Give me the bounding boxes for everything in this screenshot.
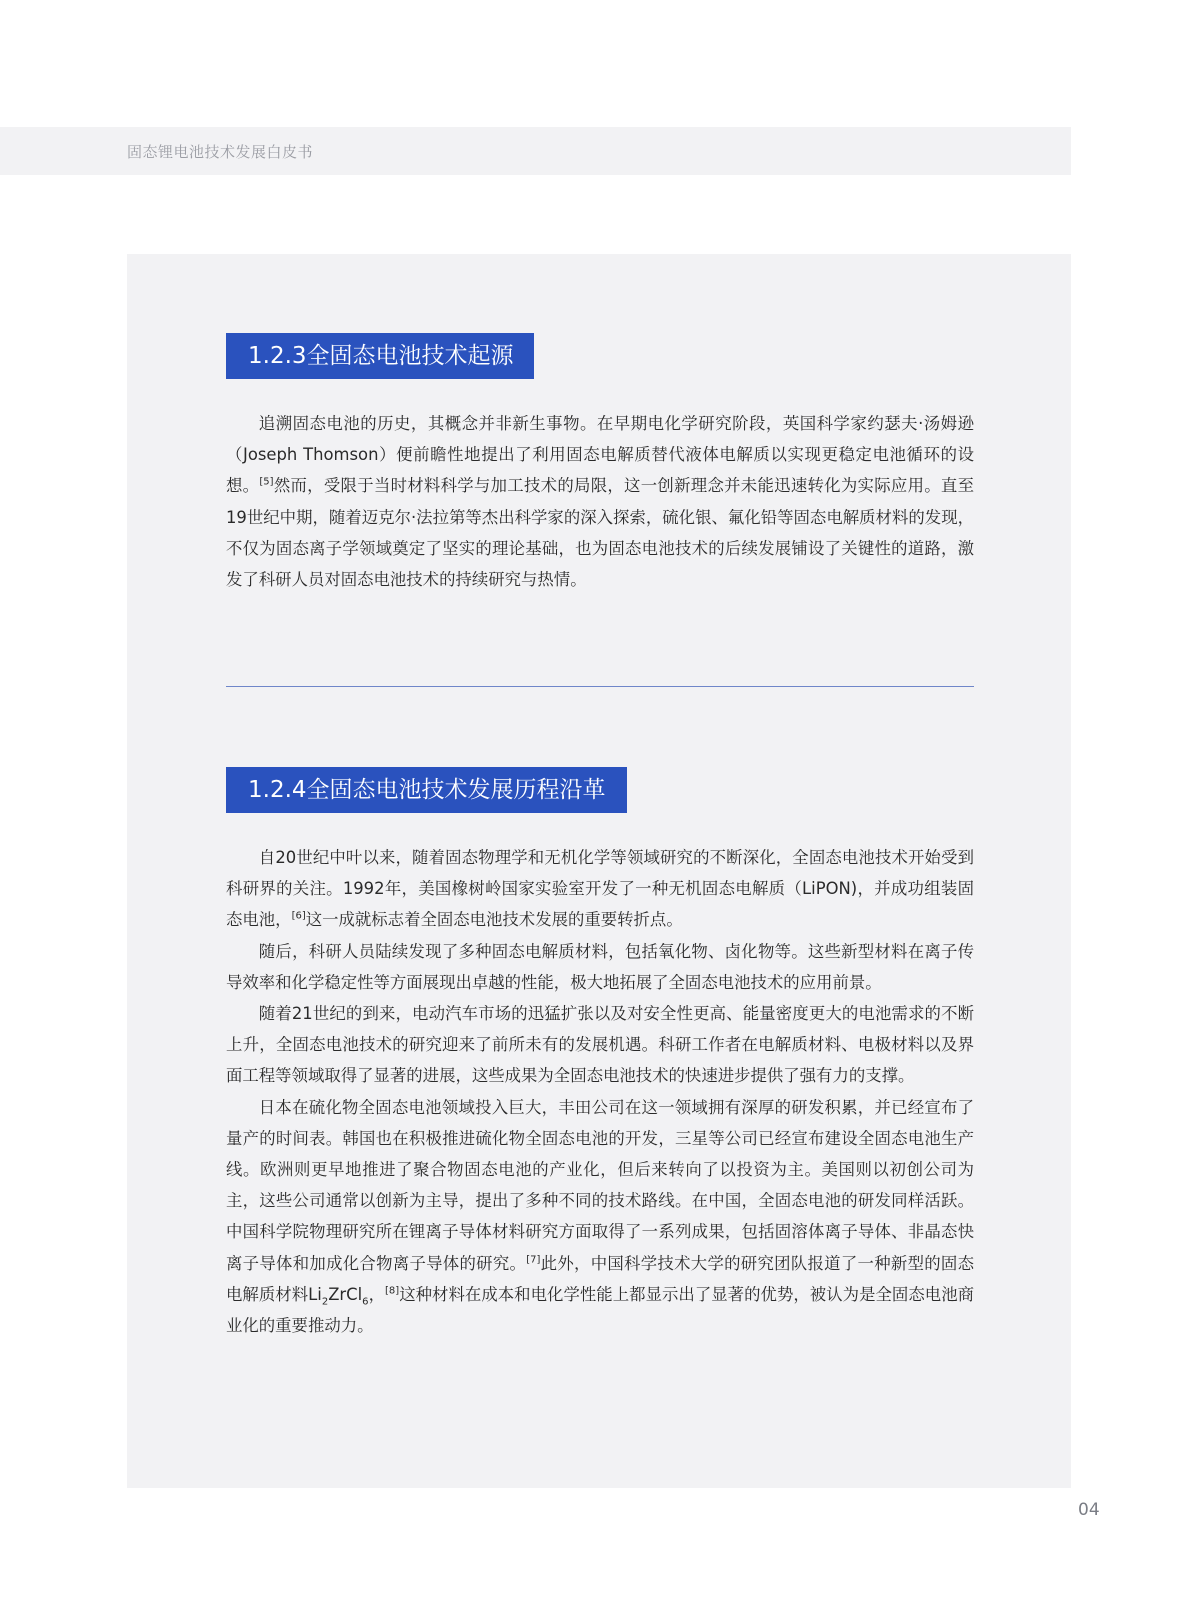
section-1-body: [226, 408, 974, 595]
chemical-formula: [308, 1284, 369, 1308]
paragraph-text: 自20世纪中叶以来，随着固态物理学和无机化学等领域研究的不断深化，全固态电池技术开始受到科研界的关注。1992年，美国橡树岭国家实验室开发了一种无机固态电解质（LiPON)，并成功组装固态电池，: [226, 848, 974, 930]
section-1-paragraph-1: [226, 408, 974, 595]
formula-part: Li: [308, 1284, 322, 1304]
paragraph-text: 日本在硫化物全固态电池领域投入巨大，丰田公司在这一领域拥有深厚的研发积累，并已经宣布了量产的时间表。韩国也在积极推进硫化物全固态电池的开发，三星等公司已经宣布建设全固态电池生产线。欧洲则更早地推进了聚合物固态电池的产业化，但后来转向了以投资为主。美国则以初创公司为主，这些公司通常以创新为主导，提出了多种不同的技术路线。在中国，全固态电池的研发同样活跃。中国科学院物理研究所在锂离子导体材料研究方面取得了一系列成果，包括固溶体离子导体、非晶态快离子导体和加成化合物离子导体的研究。: [226, 1097, 974, 1273]
reference-marker: [5]: [259, 476, 274, 488]
paragraph-text: 此外，中国科学技术大学的研究团队报道了一种新型的固态电解质材料: [226, 1253, 974, 1304]
paragraph-text: ，: [368, 1284, 385, 1304]
section-2-body: [226, 842, 974, 1341]
formula-subscript: 6: [362, 1296, 369, 1308]
section-divider: [226, 686, 974, 687]
section-2-paragraph-2: 随后，科研人员陆续发现了多种固态电解质材料，包括氧化物、卤化物等。这些新型材料在离子传导效率和化学稳定性等方面展现出卓越的性能，极大地拓展了全固态电池技术的应用前景。: [226, 941, 974, 992]
formula-part: ZrCl: [328, 1284, 363, 1304]
reference-marker: [8]: [385, 1285, 400, 1297]
paragraph-text: 然而，受限于当时材料科学与加工技术的局限，这一创新理念并未能迅速转化为实际应用。直至19世纪中期，随着迈克尔·法拉第等杰出科学家的深入探索，硫化银、氟化铅等固态电解质材料的发现，不仅为固态离子学领域奠定了坚实的理论基础，也为固态电池技术的后续发展铺设了关键性的道路，激发了科研人员对固态电池技术的持续研究与热情。: [226, 476, 975, 590]
section-2-paragraph-3: 随着21世纪的到来，电动汽车市场的迅猛扩张以及对安全性更高、能量密度更大的电池需求的不断上升，全固态电池技术的研究迎来了前所未有的发展机遇。科研工作者在电解质材料、电极材料以及界面工程等领域取得了显著的进展，这些成果为全固态电池技术的快速进步提供了强有力的支撑。: [226, 1004, 974, 1086]
running-header-title: 固态锂电池技术发展白皮书: [127, 143, 314, 161]
running-header-bar: [0, 127, 1071, 175]
paragraph-text: 这种材料在成本和电化学性能上都显示出了显著的优势，被认为是全固态电池商业化的重要推动力。: [226, 1284, 975, 1336]
section-heading-1-2-3: 1.2.3全固态电池技术起源: [226, 333, 534, 379]
section-2-paragraph-1: [226, 842, 974, 936]
reference-marker: [6]: [291, 910, 306, 922]
paragraph-text: 这一成就标志着全固态电池技术发展的重要转折点。: [305, 910, 683, 930]
paragraph-text: 追溯固态电池的历史，其概念并非新生事物。在早期电化学研究阶段，英国科学家约瑟夫·汤姆逊（Joseph Thomson）便前瞻性地提出了利用固态电解质替代液体电解质以实现更稳定电池循环的设想。: [226, 414, 974, 496]
reference-marker: [7]: [526, 1254, 541, 1266]
page-number: 04: [1078, 1500, 1100, 1520]
formula-subscript: 2: [321, 1296, 329, 1308]
section-heading-1-2-4: 1.2.4全固态电池技术发展历程沿革: [226, 767, 627, 813]
section-2-paragraph-4: [226, 1092, 974, 1342]
